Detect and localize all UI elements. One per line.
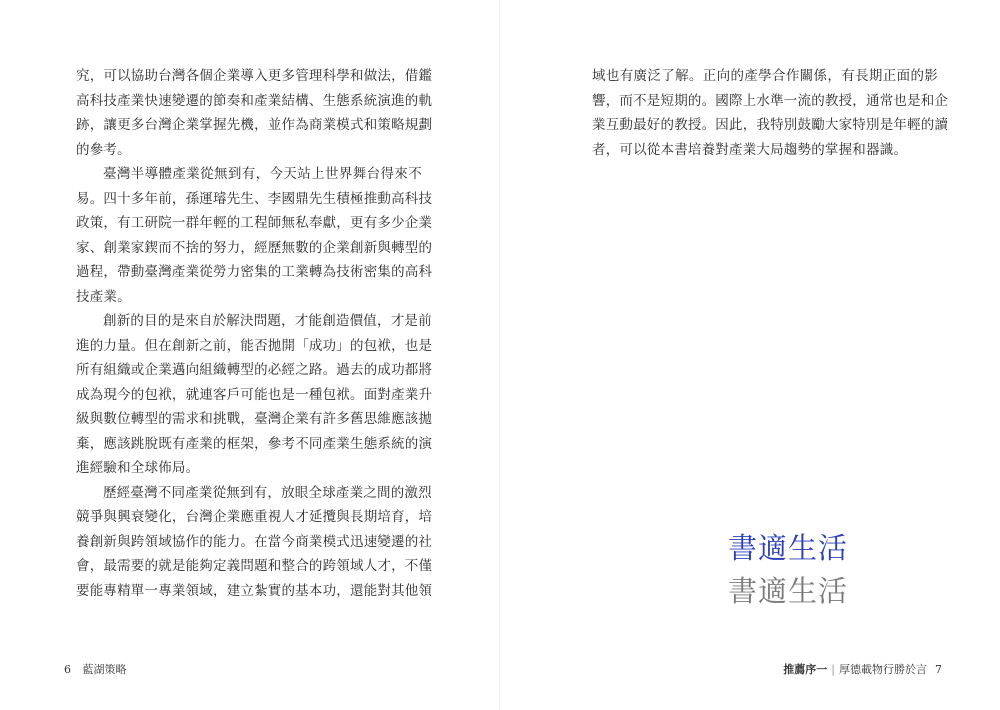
text-line: 響，而不是短期的。國際上水準一流的教授，通常也是和企 <box>592 92 949 109</box>
text-line: 技產業。 <box>76 288 131 305</box>
left-running-title: 藍湖策略 <box>82 663 127 676</box>
text-line: 業互動最好的教授。因此，我特別鼓勵大家特別是年輕的讀 <box>592 117 949 133</box>
text-line: 過程，帶動臺灣產業從勞力密集的工業轉為技術密集的高科 <box>76 264 433 280</box>
text-line: 棄，應該跳脫既有產業的框架，參考不同產業生態系統的演 <box>76 435 433 452</box>
left-page-footer <box>64 661 127 677</box>
paragraph <box>76 64 433 162</box>
text-line: 要能專精單一專業領域，建立紮實的基本功，還能對其他領 <box>76 582 433 599</box>
paragraph <box>76 309 433 481</box>
text-line: 所有組織或企業邁向組織轉型的必經之路。過去的成功都將 <box>76 362 433 378</box>
text-line: 家、創業家鍥而不捨的努力，經歷無數的企業創新與轉型的 <box>76 239 433 256</box>
text-line: 域也有廣泛了解。正向的產學合作關係，有長期正面的影 <box>592 68 938 84</box>
publisher-logo-primary: 書適生活 <box>728 531 849 565</box>
text-line: 會，最需要的就是能夠定義問題和整合的跨領域人才，不僅 <box>76 558 433 574</box>
paragraph <box>76 162 433 309</box>
text-line: 政策，有工研院一群年輕的工程師無私奉獻，更有多少企業 <box>76 215 433 231</box>
right-page-footer <box>783 661 942 677</box>
text-line: 成為現今的包袱，就連客戶可能也是一種包袱。面對產業升 <box>76 386 433 403</box>
left-page-number: 6 <box>64 663 71 676</box>
text-line: 者，可以從本書培養對產業大局趨勢的掌握和器識。 <box>592 141 908 158</box>
left-page-body <box>76 64 433 603</box>
footer-separator: | <box>831 663 835 676</box>
publisher-logo-secondary: 書適生活 <box>728 574 849 608</box>
text-line: 的參考。 <box>76 141 131 158</box>
text-line: 易。四十多年前，孫運璿先生、李國鼎先生積極推動高科技 <box>76 190 433 207</box>
text-line: 臺灣半導體產業從無到有，今天站上世界舞台得來不 <box>103 166 422 182</box>
text-line: 究，可以協助台灣各個企業導入更多管理科學和做法，借鑑 <box>76 68 433 84</box>
text-line: 創新的目的是來自於解決問題，才能創造價值，才是前 <box>103 313 432 329</box>
text-line: 歷經臺灣不同產業從無到有，放眼全球產業之間的激烈 <box>103 484 432 501</box>
paragraph <box>76 481 433 604</box>
text-line: 養創新與跨領域協作的能力。在當今商業模式迅速變遷的社 <box>76 533 433 550</box>
right-page-body <box>592 64 949 162</box>
right-page-number: 7 <box>935 663 942 676</box>
text-line: 進經驗和全球佈局。 <box>76 460 200 476</box>
text-line: 跡，讓更多台灣企業掌握先機，並作為商業模式和策略規劃 <box>76 117 433 133</box>
right-running-section: 推薦序一 <box>783 663 828 676</box>
text-line: 級與數位轉型的需求和挑戰，臺灣企業有許多舊思維應該拋 <box>76 411 433 427</box>
right-running-title: 厚德載物行勝於言 <box>839 663 927 676</box>
text-line: 進的力量。但在創新之前，能否拋開「成功」的包袱，也是 <box>76 337 433 354</box>
paragraph <box>592 64 949 162</box>
right-page <box>500 0 1000 710</box>
text-line: 高科技產業快速變遷的節奏和產業結構、生態系統演進的軌 <box>76 92 433 109</box>
text-line: 競爭與興衰變化，台灣企業應重視人才延攬與長期培育，培 <box>76 509 433 525</box>
